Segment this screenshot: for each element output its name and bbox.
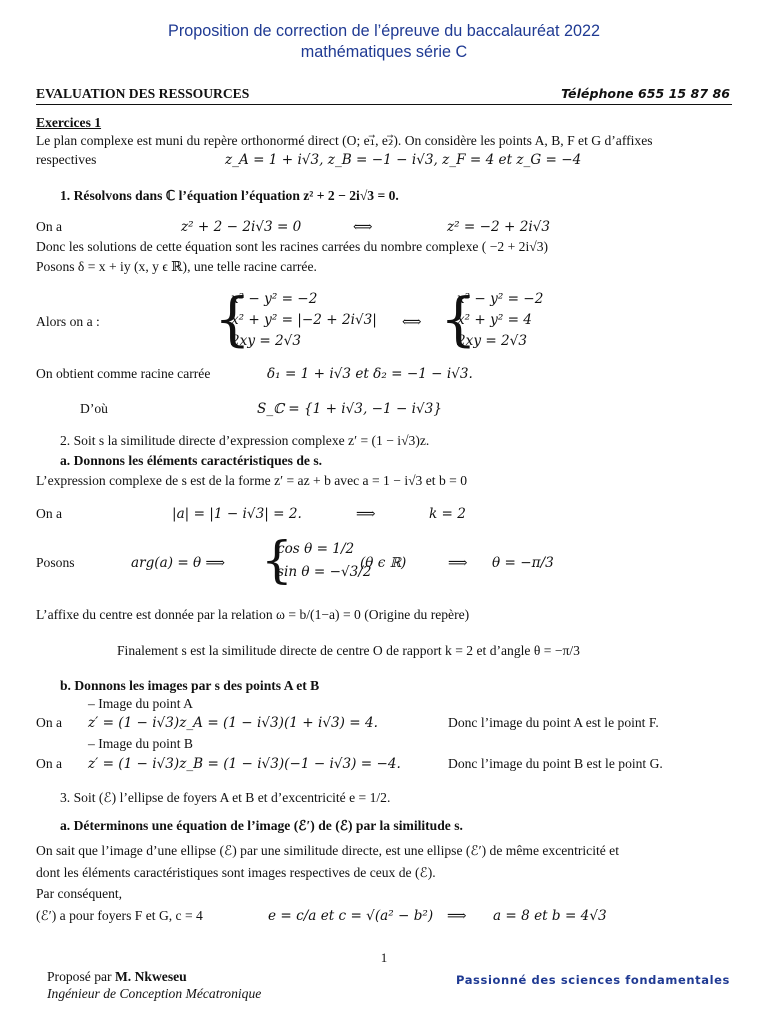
author-block	[47, 968, 261, 1002]
on-a-label-1: On a	[36, 219, 63, 234]
equation-2: z² = −2 + 2i√3	[447, 219, 551, 235]
question-2: 2. Soit s la similitude directe d’expression complexe z′ = (1 − i√3)z.	[60, 433, 430, 448]
image-b-label: – Image du point B	[88, 736, 193, 751]
image-b-calc: z′ = (1 − i√3)z_B = (1 − i√3)(−1 − i√3) = −4.	[88, 756, 401, 772]
question-2b: b. Donnons les images par s des points A et B	[60, 678, 320, 693]
eccentricity-relation: e = c/a et c = √(a² − b²)	[268, 908, 434, 924]
solution-set: S_ℂ = {1 + i√3, −1 − i√3}	[257, 401, 442, 417]
system-3-eq-2: sin θ = −√3/2	[277, 564, 372, 580]
system-1-eq-3: 2xy = 2√3	[231, 333, 301, 349]
system-1	[231, 289, 377, 352]
question-1: 1. Résolvons dans ℂ l’équation l’équation z² + 2 − 2i√3 = 0.	[60, 188, 399, 203]
par-consequent: Par conséquent,	[36, 886, 123, 901]
document-title	[0, 21, 768, 63]
intro-line-2-affixes: z_A = 1 + i√3, z_B = −1 − i√3, z_F = 4 et z_G = −4	[225, 152, 582, 168]
modulus-line: |a| = |1 − i√3| = 2.	[172, 506, 302, 522]
intro-line-2-label: respectives	[36, 152, 97, 167]
image-a-result: Donc l’image du point A est le point F.	[448, 715, 659, 730]
solutions-line: Donc les solutions de cette équation sont les racines carrées du nombre complexe ( −2 + 2i√3)	[36, 239, 549, 254]
page-number: 1	[380, 950, 388, 965]
system-2-eq-3: 2xy = 2√3	[457, 333, 527, 349]
question-3: 3. Soit (ℰ) l’ellipse de foyers A et B et d’excentricité e = 1/2.	[60, 790, 391, 805]
system-1-eq-2: x² + y² = |−2 + 2i√3|	[231, 312, 377, 328]
implies-1: ⟹	[356, 506, 376, 522]
system-1-brace: {	[214, 285, 251, 353]
exercise-title: Exercices 1	[36, 115, 102, 130]
on-a-label-3: On a	[36, 715, 63, 730]
system-2-brace: {	[440, 285, 477, 353]
racine-label: On obtient comme racine carrée	[36, 366, 211, 381]
equivalence-2: ⟺	[402, 314, 422, 330]
posons-delta-line: Posons δ = x + iy (x, y ϵ ℝ), une telle racine carrée.	[36, 259, 317, 274]
equation-1: z² + 2 − 2i√3 = 0	[181, 219, 302, 235]
author-line	[47, 968, 261, 985]
theta-domain: (θ ϵ ℝ)	[360, 555, 407, 571]
section-header: EVALUATION DES RESSOURCES	[36, 86, 250, 101]
system-2	[457, 289, 543, 352]
system-2-eq-1: x² − y² = −2	[457, 291, 544, 307]
system-1-eq-1: x² − y² = −2	[231, 291, 318, 307]
center-line: L’affixe du centre est donnée par la relation ω = b/(1−a) = 0 (Origine du repère)	[36, 607, 470, 622]
author-title: Ingénieur de Conception Mécatronique	[47, 986, 262, 1001]
ellipse-line-1: On sait que l’image d’une ellipse (ℰ) par une similitude directe, est une ellipse (ℰ′) de même excentricité et	[36, 843, 619, 858]
question-3a: a. Déterminons une équation de l’image (ℰ′) de (ℰ) par la similitude s.	[60, 818, 463, 833]
author-prefix: Proposé par	[47, 969, 115, 984]
ellipse-line-2: dont les éléments caractéristiques sont images respectives de ceux de (ℰ).	[36, 865, 436, 880]
system-3-brace: {	[261, 531, 293, 589]
argument-line: arg(a) = θ ⟹	[131, 555, 226, 571]
author-name: M. Nkweseu	[114, 969, 187, 984]
racines-values: δ₁ = 1 + i√3 et δ₂ = −1 − i√3.	[267, 366, 473, 382]
header-rule	[36, 104, 732, 105]
title-line-1: Proposition de correction de l’épreuve du baccalauréat 2022	[168, 22, 600, 40]
d-ou-label: D’où	[80, 401, 108, 416]
conclusion-line: Finalement s est la similitude directe de centre O de rapport k = 2 et d’angle θ = −π/3	[117, 643, 580, 658]
theta-value: θ = −π/3	[492, 555, 554, 571]
foyers-line: (ℰ′) a pour foyers F et G, c = 4	[36, 908, 203, 923]
equivalence-1: ⟺	[353, 219, 373, 235]
posons-label: Posons	[36, 555, 75, 570]
system-3-eq-1: cos θ = 1/2	[277, 541, 355, 557]
implies-2: ⟹	[448, 555, 468, 571]
intro-line-1: Le plan complexe est muni du repère orthonormé direct (O; e₁⃗, e₂⃗). On considère les points A, B, F et G d’affixes	[36, 133, 653, 148]
on-a-label-2: On a	[36, 506, 63, 521]
image-a-label: – Image du point A	[88, 696, 193, 711]
on-a-label-4: On a	[36, 756, 63, 771]
image-a-calc: z′ = (1 − i√3)z_A = (1 − i√3)(1 + i√3) = 4.	[88, 715, 378, 731]
title-line-2: mathématiques série C	[300, 43, 468, 61]
image-b-result: Donc l’image du point B est le point G.	[448, 756, 663, 771]
axes-values: a = 8 et b = 4√3	[493, 908, 607, 924]
implies-3: ⟹	[447, 908, 467, 924]
ratio-value: k = 2	[429, 506, 466, 522]
expression-line: L’expression complexe de s est de la forme z′ = az + b avec a = 1 − i√3 et b = 0	[36, 473, 468, 488]
alors-on-a-label: Alors on a :	[36, 314, 100, 329]
footer-motto: Passionné des sciences fondamentales	[455, 973, 730, 987]
question-2a: a. Donnons les éléments caractéristiques de s.	[60, 453, 323, 468]
system-2-eq-2: x² + y² = 4	[457, 312, 532, 328]
system-3	[277, 538, 372, 584]
phone-header: Téléphone 655 15 87 86	[561, 86, 730, 101]
